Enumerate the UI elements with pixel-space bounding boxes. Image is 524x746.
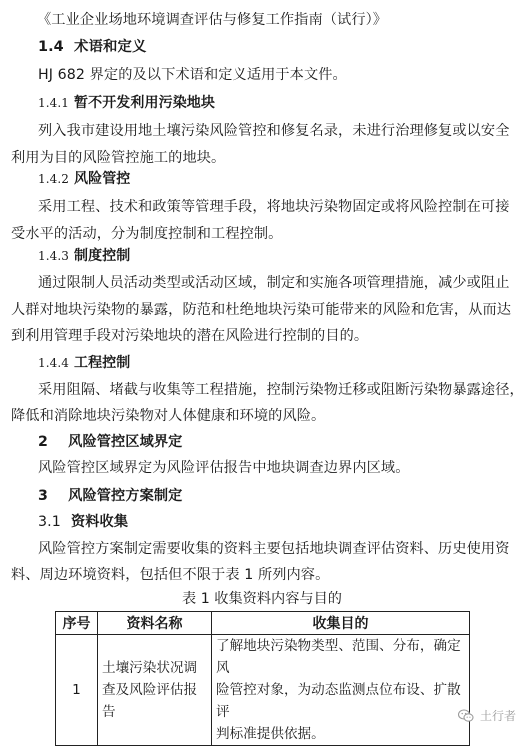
cell-name-line-2: 查及风险评估报 — [102, 682, 198, 698]
section-3-1-line-2: 料、周边环境资料，包括但不限于表 1 所列内容。 — [11, 567, 330, 583]
table-1-caption: 表 1 收集资料内容与目的 — [182, 591, 342, 607]
cell-purpose — [212, 635, 470, 746]
section-1-4-2-number: 1.4.2 — [38, 172, 70, 186]
section-1-4-3-line-2: 人群对地块污染物的暴露，防范和杜绝地块污染可能带来的风险和危害，从而达 — [11, 302, 512, 318]
section-1-4-4-title: 工程控制 — [74, 355, 131, 371]
section-2-number: 2 — [38, 434, 48, 450]
table-1 — [55, 611, 470, 746]
section-1-4-1-line-1: 列入我市建设用地土壤污染风险管控和修复名录，未进行治理修复或以安全 — [38, 123, 510, 139]
section-3-1-heading — [38, 513, 128, 531]
section-1-4-3-heading — [38, 247, 130, 265]
section-1-4-heading — [38, 38, 147, 56]
section-1-4-2-line-1: 采用工程、技术和政策等管理手段，将地块污染物固定或将风险控制在可接 — [38, 199, 510, 215]
section-2-heading — [38, 433, 182, 451]
table-header-row — [56, 612, 470, 635]
cell-no: 1 — [56, 635, 98, 746]
wechat-icon — [458, 709, 474, 726]
cell-purpose-line-3: 判标准提供依据。 — [216, 726, 325, 742]
cell-name-line-3: 告 — [102, 704, 116, 720]
section-1-4-title: 术语和定义 — [74, 39, 147, 55]
section-3-1-number: 3.1 — [38, 514, 61, 530]
section-1-4-1-heading — [38, 94, 215, 112]
section-2-title: 风险管控区域界定 — [68, 434, 183, 450]
section-2-line-1: 风险管控区域界定为风险评估报告中地块调查边界内区域。 — [38, 460, 410, 476]
section-1-4-1-title: 暂不开发利用污染地块 — [74, 95, 215, 111]
cell-name — [98, 635, 212, 746]
section-1-4-4-line-1: 采用阻隔、堵截与收集等工程措施，控制污染物迁移或阻断污染物暴露途径， — [38, 382, 524, 398]
cell-name-line-1: 土壤污染状况调 — [102, 660, 198, 676]
section-1-4-2-heading — [38, 170, 130, 188]
section-1-4-1-number: 1.4.1 — [38, 96, 70, 110]
header-name: 资料名称 — [98, 612, 212, 635]
section-3-title: 风险管控方案制定 — [68, 488, 183, 504]
section-3-heading — [38, 487, 182, 505]
section-1-4-3-line-1: 通过限制人员活动类型或活动区域，制定和实施各项管理措施，减少或阻止 — [38, 275, 510, 291]
section-1-4-4-number: 1.4.4 — [38, 356, 70, 370]
section-1-4-1-line-2: 利用为目的风险管控施工的地块。 — [11, 150, 226, 166]
section-1-4-3-number: 1.4.3 — [38, 249, 70, 263]
section-1-4-4-heading — [38, 354, 130, 372]
watermark-text: 土行者 — [479, 709, 516, 723]
cell-purpose-line-2: 险管控对象，为动态监测点位布设、扩散评 — [216, 682, 461, 720]
watermark — [458, 707, 516, 726]
section-3-number: 3 — [38, 488, 48, 504]
section-1-4-2-title: 风险管控 — [74, 171, 131, 187]
section-1-4-4-line-2: 降低和消除地块污染物对人体健康和环境的风险。 — [11, 408, 326, 424]
section-1-4-number: 1.4 — [38, 39, 64, 55]
section-3-1-title: 资料收集 — [70, 514, 129, 530]
table-row — [56, 635, 470, 746]
header-no: 序号 — [56, 612, 98, 635]
section-1-4-intro: HJ 682 界定的及以下术语和定义适用于本文件。 — [38, 67, 347, 83]
section-3-1-line-1: 风险管控方案制定需要收集的资料主要包括地块调查评估资料、历史使用资 — [38, 541, 510, 557]
cell-purpose-line-1: 了解地块污染物类型、范围、分布，确定风 — [216, 638, 461, 676]
header-purpose: 收集目的 — [212, 612, 470, 635]
reference-title: 《工业企业场地环境调查评估与修复工作指南（试行）》 — [37, 12, 388, 28]
section-1-4-2-line-2: 受水平的活动，分为制度控制和工程控制。 — [11, 226, 283, 242]
section-1-4-3-title: 制度控制 — [74, 248, 131, 264]
section-1-4-3-line-3: 到利用管理手段对污染地块的潜在风险进行控制的目的。 — [11, 328, 369, 344]
